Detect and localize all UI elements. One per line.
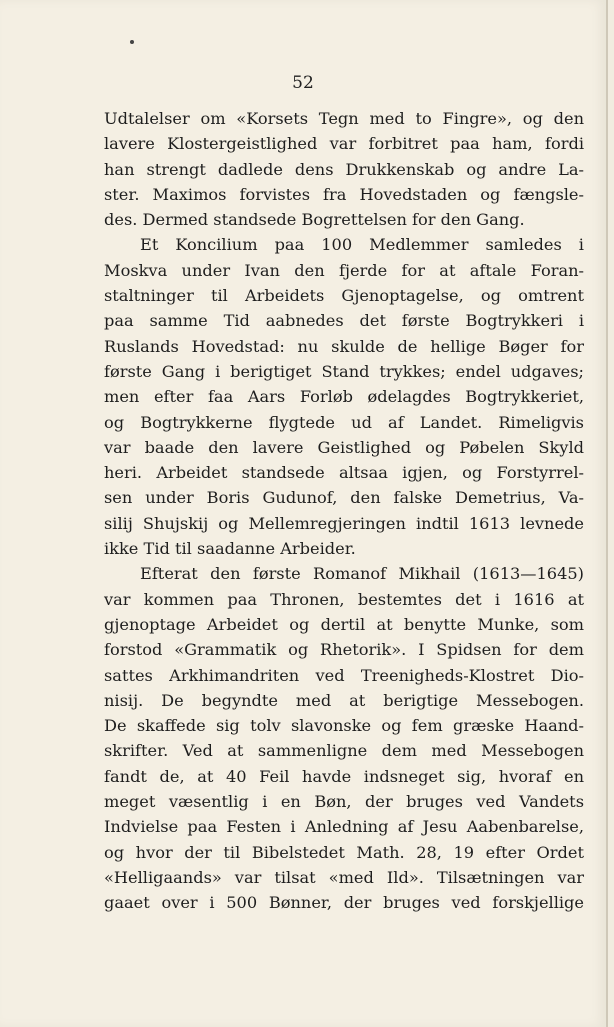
text-line: gaaet over i 500 Bønner, der bruges ved forskjellige	[104, 893, 584, 913]
text-line: og Bogtrykkerne flygtede ud af Landet. Rimeligvis	[104, 412, 584, 432]
text-line: skrifter. Ved at sammenligne dem med Messebogen	[104, 741, 584, 761]
text-line: første Gang i berigtiget Stand trykkes; endel udgaves;	[104, 361, 584, 381]
text-line: gjenoptage Arbeidet og dertil at benytte Munke, som	[104, 614, 584, 634]
ink-speck	[130, 40, 134, 44]
text-line: Efterat den første Romanof Mikhail (1613—1645)	[140, 564, 584, 584]
text-line: Ruslands Hovedstad: nu skulde de hellige Bøger for	[104, 336, 584, 356]
body-text	[104, 106, 584, 916]
paragraph	[104, 232, 584, 561]
text-line: silij Shujskij og Mellemregjeringen indtil 1613 levnede	[104, 513, 584, 533]
text-line: ster. Maximos forvistes fra Hovedstaden og fængsle-	[104, 184, 584, 204]
page-number: 52	[292, 73, 314, 93]
text-line: Indvielse paa Festen i Anledning af Jesu Aabenbarelse,	[104, 817, 584, 837]
text-line: lavere Klostergeistlighed var forbitret paa ham, fordi	[104, 134, 584, 154]
text-line: var kommen paa Thronen, bestemtes det i 1616 at	[104, 589, 584, 609]
text-line: fandt de, at 40 Feil havde indsneget sig, hvoraf en	[104, 766, 584, 786]
text-line: men efter faa Aars Forløb ødelagdes Bogtrykkeriet,	[104, 387, 584, 407]
text-line: Moskva under Ivan den fjerde for at aftale Foran-	[104, 260, 584, 280]
text-line: Udtalelser om «Korsets Tegn med to Fingre», og den	[104, 109, 584, 128]
text-line: sen under Boris Gudunof, den falske Demetrius, Va-	[104, 488, 584, 508]
text-line: Et Koncilium paa 100 Medlemmer samledes i	[140, 235, 584, 255]
text-line: De skaffede sig tolv slavonske og fem græske Haand-	[104, 716, 584, 736]
text-line: og hvor der til Bibelstedet Math. 28, 19 efter Ordet	[104, 842, 584, 862]
text-line: forstod «Grammatik og Rhetorik». I Spidsen for dem	[104, 640, 584, 660]
text-line: «Helligaands» var tilsat «med Ild». Tilsætningen var	[104, 867, 584, 887]
text-line: des. Dermed standsede Bogrettelsen for den Gang.	[104, 210, 525, 230]
text-line: meget væsentlig i en Bøn, der bruges ved Vandets	[104, 792, 584, 812]
text-line: han strengt dadlede dens Drukkenskab og andre La-	[104, 159, 584, 179]
text-line: nisij. De begyndte med at berigtige Messebogen.	[104, 690, 584, 710]
text-line: var baade den lavere Geistlighed og Pøbelen Skyld	[104, 437, 584, 457]
paragraph	[104, 561, 584, 915]
text-line: paa samme Tid aabnedes det første Bogtrykkeri i	[104, 311, 584, 331]
text-line: heri. Arbeidet standsede altsaa igjen, og Forstyrrel-	[104, 463, 584, 483]
text-line: staltninger til Arbeidets Gjenoptagelse, og omtrent	[104, 286, 584, 306]
paragraph	[104, 106, 584, 232]
text-line: sattes Arkhimandriten ved Treenigheds-Klostret Dio-	[104, 665, 584, 685]
text-line: ikke Tid til saadanne Arbeider.	[104, 539, 356, 559]
